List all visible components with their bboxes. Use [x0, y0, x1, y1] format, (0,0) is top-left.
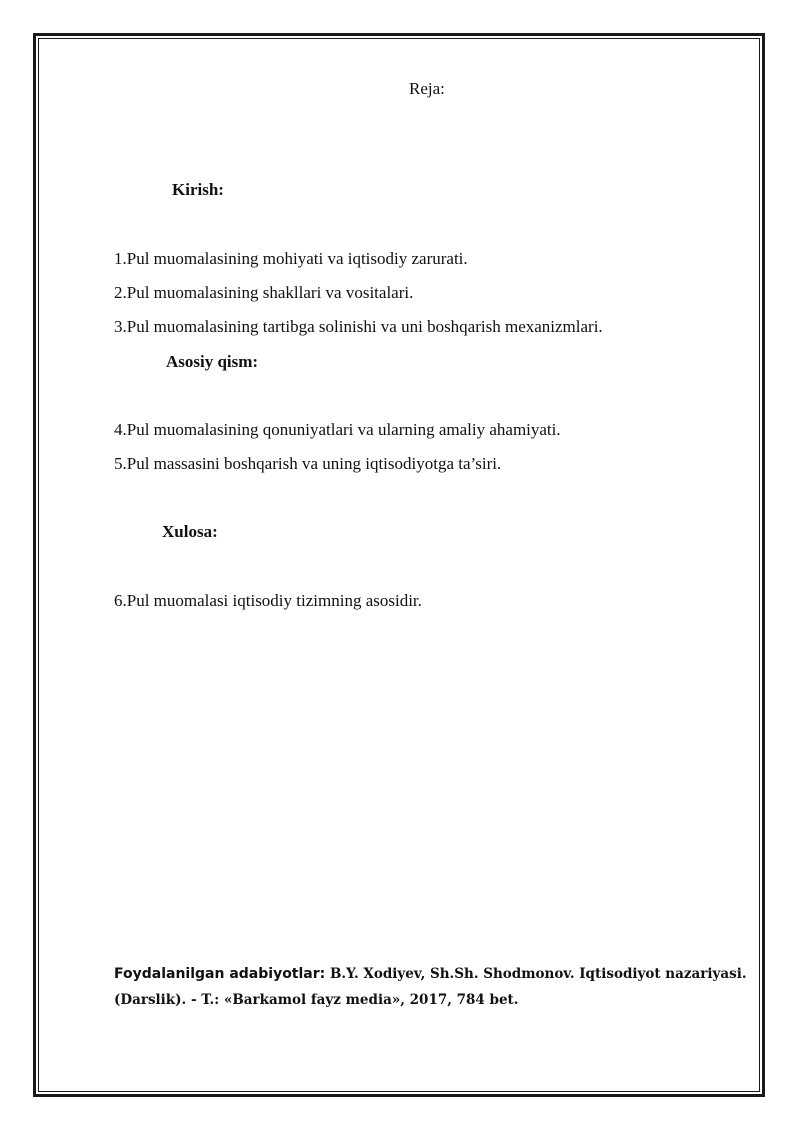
references-label: Foydalanilgan adabiyotlar: — [114, 966, 326, 982]
plan-item-4: 4.Pul muomalasining qonuniyatlari va ularning amaliy ahamiyati. — [114, 420, 561, 439]
section-main-heading: Asosiy qism: — [166, 352, 259, 371]
plan-item-1: 1.Pul muomalasining mohiyati va iqtisodiy zarurati. — [114, 249, 468, 268]
references-source: B.Y. Xodiyev, Sh.Sh. Shodmonov. Iqtisodiyot nazariyasi. (Darslik). - T.: «Barkamol fayz media», 2017, 784 bet. — [114, 966, 747, 1008]
references-block — [114, 961, 754, 1013]
plan-item-3: 3.Pul muomalasining tartibga solinishi va uni boshqarish mexanizmlari. — [114, 317, 603, 336]
plan-item-6: 6.Pul muomalasi iqtisodiy tizimning asosidir. — [114, 591, 422, 610]
section-conclusion-heading: Xulosa: — [162, 522, 218, 541]
plan-item-5: 5.Pul massasini boshqarish va uning iqtisodiyotga ta’siri. — [114, 454, 502, 473]
plan-item-2: 2.Pul muomalasining shakllari va vositalari. — [114, 283, 414, 302]
plan-title: Reja: — [409, 79, 445, 98]
section-intro-heading: Kirish: — [172, 180, 224, 199]
page-border-inner — [38, 38, 760, 1092]
